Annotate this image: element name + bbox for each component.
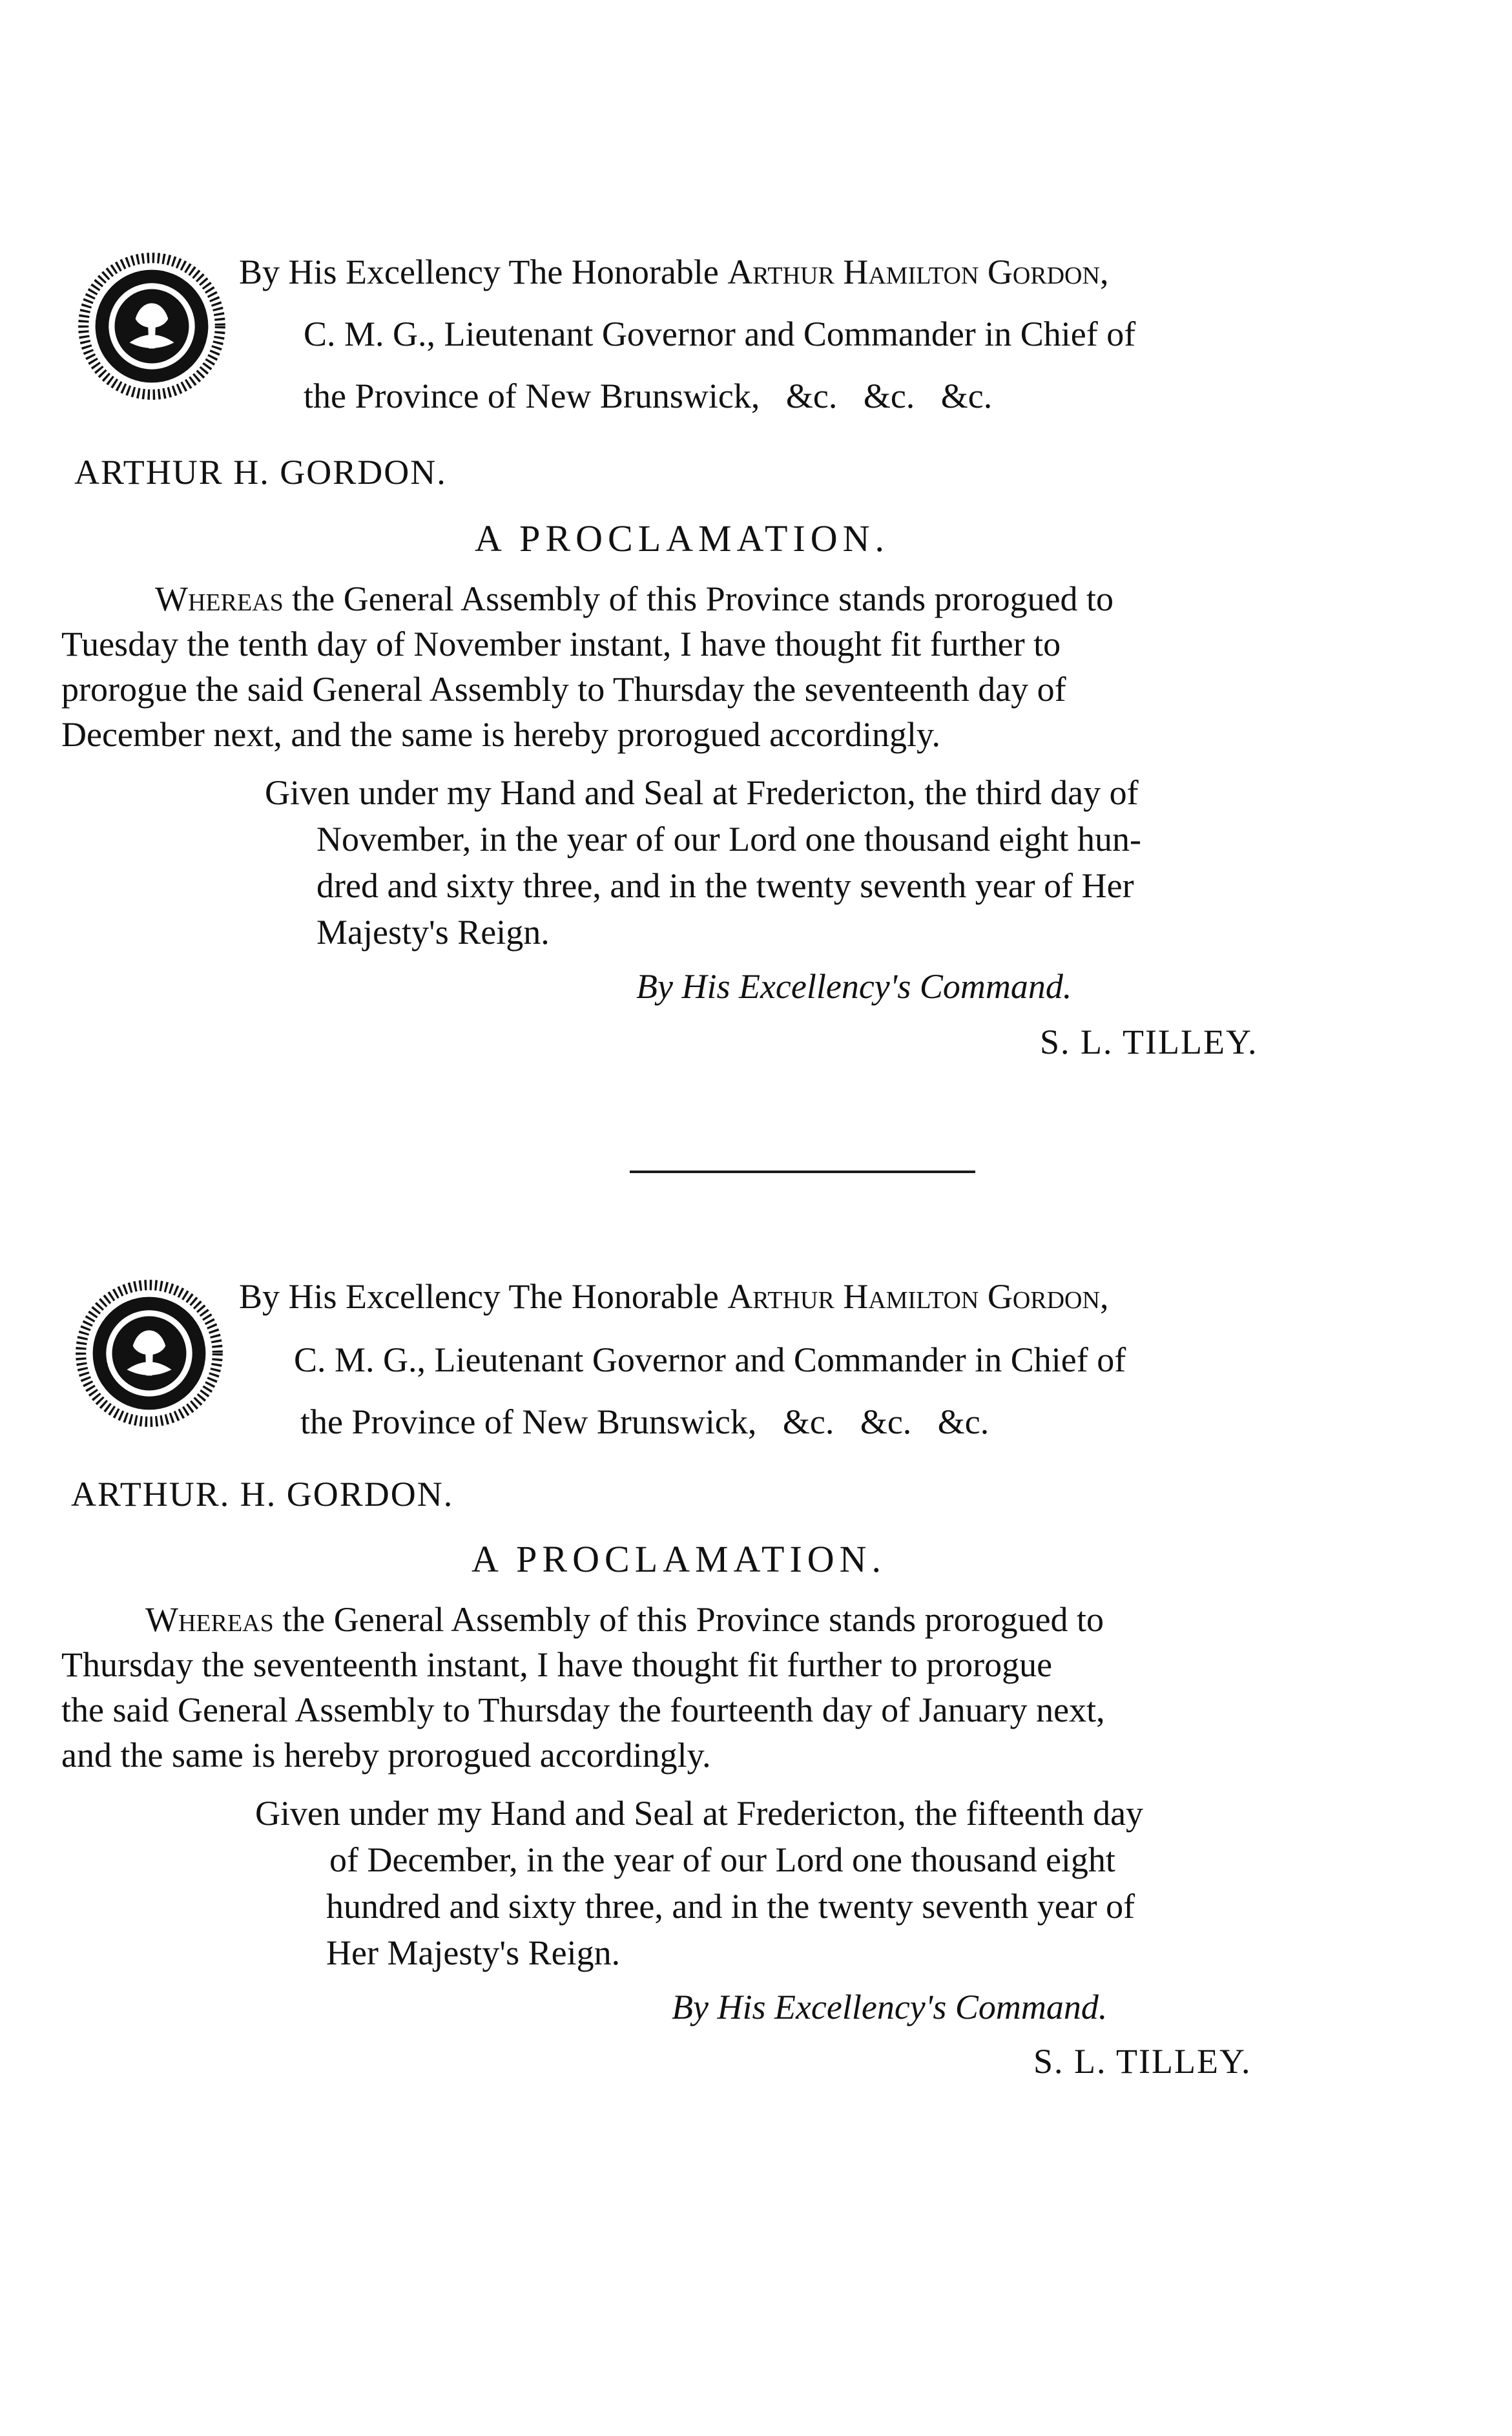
- given-line-4: Her Majesty's Reign.: [326, 1933, 621, 1972]
- command-line: By His Excellency's Command.: [636, 967, 1072, 1006]
- given-line-2: November, in the year of our Lord one thousand eight hun-: [316, 820, 1141, 859]
- given-line-3: hundred and sixty three, and in the twenty seventh year of: [326, 1887, 1135, 1926]
- body-line-1: Whereas the General Assembly of this Province stands prorogued to: [145, 1600, 1104, 1639]
- proclamation-2: [0, 1227, 1512, 2119]
- given-line-3: dred and sixty three, and in the twenty seventh year of Her: [316, 866, 1134, 905]
- title-line-1: By His Excellency The Honorable Arthur Hamilton Gordon,: [239, 253, 1109, 291]
- title-line-3: the Province of New Brunswick, &c. &c. &c.: [304, 377, 993, 415]
- governor-signature: ARTHUR H. GORDON.: [74, 453, 447, 492]
- title-line-3: the Province of New Brunswick, &c. &c. &c.: [300, 1402, 989, 1441]
- command-line: By His Excellency's Command.: [672, 1988, 1108, 2026]
- seal-icon: [75, 1279, 223, 1428]
- given-line-1: Given under my Hand and Seal at Fredericton, the third day of: [265, 773, 1139, 812]
- body-line-1: Whereas the General Assembly of this Province stands prorogued to: [155, 579, 1114, 618]
- given-line-2: of December, in the year of our Lord one thousand eight: [329, 1840, 1115, 1879]
- body-line-2: Thursday the seventeenth instant, I have thought fit further to prorogue: [61, 1645, 1053, 1684]
- proclamation-1: [0, 0, 1512, 1137]
- proclamation-heading: A PROCLAMATION.: [471, 1538, 887, 1580]
- body-line-3: prorogue the said General Assembly to Thursday the seventeenth day of: [61, 670, 1066, 709]
- secretary-signature: S. L. TILLEY.: [1033, 2042, 1252, 2081]
- given-line-4: Majesty's Reign.: [316, 913, 550, 952]
- proclamation-heading: A PROCLAMATION.: [475, 517, 890, 559]
- body-line-4: December next, and the same is hereby prorogued accordingly.: [61, 715, 940, 754]
- seal-icon: [78, 252, 226, 401]
- governor-signature: ARTHUR. H. GORDON.: [71, 1475, 454, 1514]
- title-line-2: C. M. G., Lieutenant Governor and Commander in Chief of: [304, 315, 1136, 353]
- secretary-signature: S. L. TILLEY.: [1040, 1023, 1258, 1061]
- given-line-1: Given under my Hand and Seal at Fredericton, the fifteenth day: [255, 1794, 1144, 1833]
- body-line-4: and the same is hereby prorogued accordingly.: [61, 1736, 711, 1775]
- section-divider: [630, 1171, 975, 1173]
- body-line-2: Tuesday the tenth day of November instant, I have thought fit further to: [61, 625, 1061, 663]
- body-line-3: the said General Assembly to Thursday the fourteenth day of January next,: [61, 1691, 1105, 1729]
- title-line-2: C. M. G., Lieutenant Governor and Commander in Chief of: [294, 1340, 1126, 1379]
- title-line-1: By His Excellency The Honorable Arthur Hamilton Gordon,: [239, 1277, 1109, 1316]
